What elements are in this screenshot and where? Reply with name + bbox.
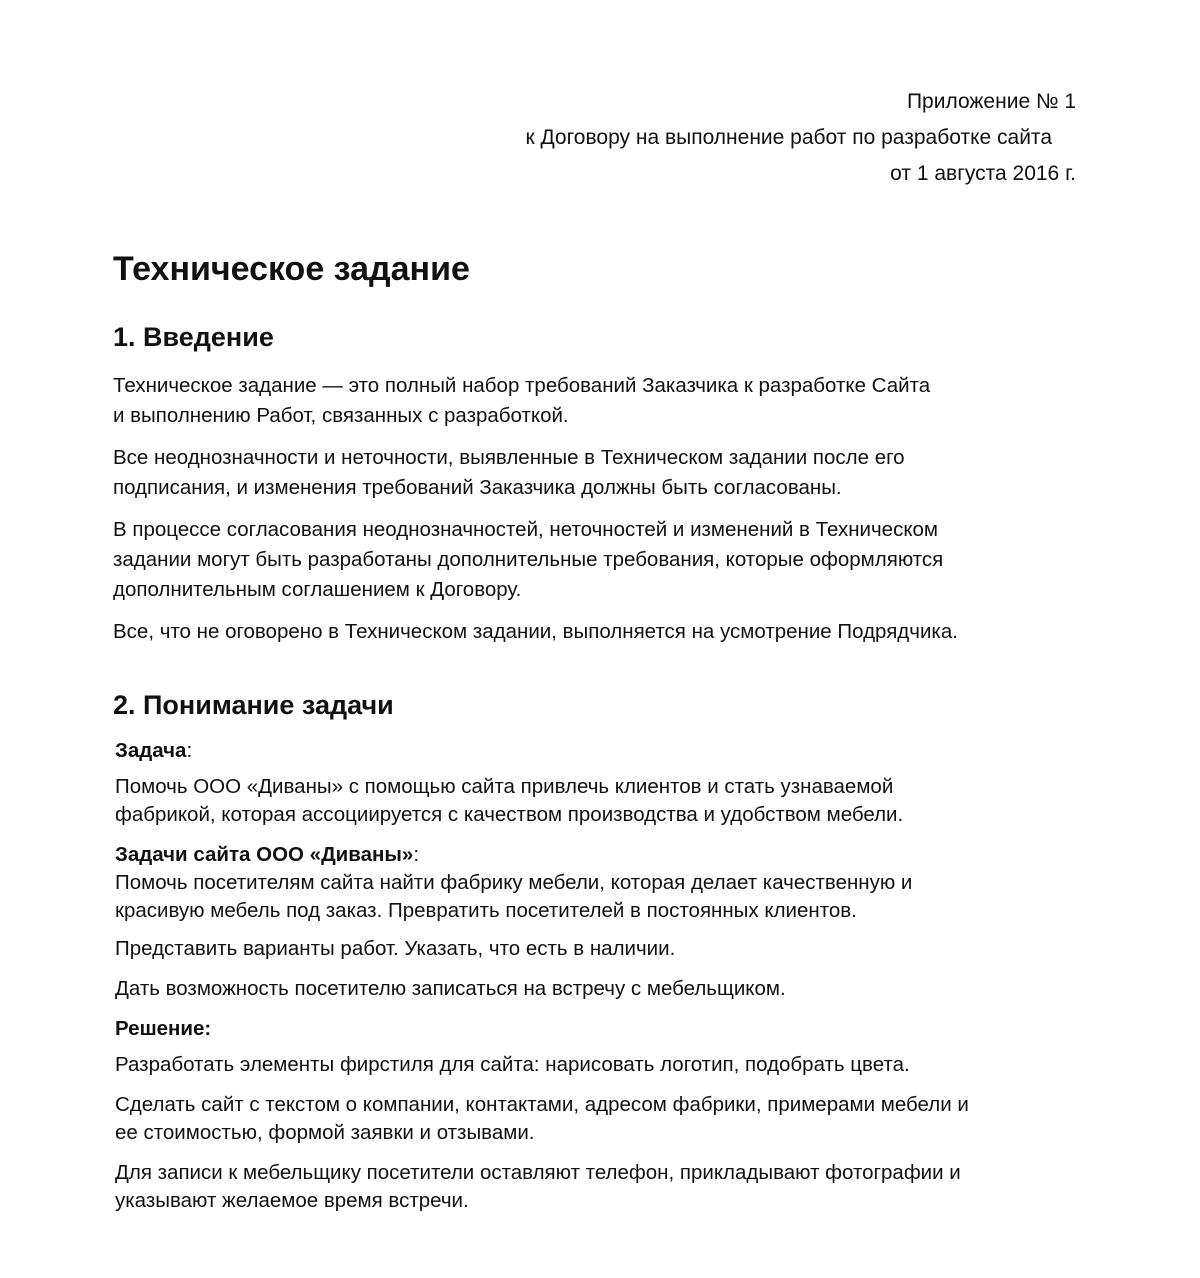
solution-item: Сделать сайт с текстом о компании, контактами, адресом фабрики, примерами мебели и ее стоимостью, формой заявки и отзывами.	[115, 1093, 969, 1144]
intro-paragraph: Все неоднозначности и неточности, выявленные в Техническом задании после его подписания, и изменения требований Заказчика должны быть согласованы.	[113, 446, 905, 499]
task-label: Задача:	[115, 739, 193, 762]
appendix-date: от 1 августа 2016 г.	[890, 162, 1076, 185]
solution-label: Решение:	[115, 1017, 212, 1040]
intro-paragraph: Техническое задание — это полный набор требований Заказчика к разработке Сайта и выполнению Работ, связанных с разработкой.	[113, 374, 931, 427]
document-body	[113, 245, 1043, 1215]
task-understanding-text	[113, 737, 1043, 1215]
task-description: Помочь ООО «Диваны» с помощью сайта привлечь клиентов и стать узнаваемой фабрикой, которая ассоциируется с качеством производства и удобством мебели.	[115, 775, 904, 826]
solution-item: Разработать элементы фирстиля для сайта: нарисовать логотип, подобрать цвета.	[115, 1053, 910, 1076]
intro-paragraph: Все, что не оговорено в Техническом задании, выполняется на усмотрение Подрядчика.	[113, 620, 958, 643]
section-heading-task-understanding: 2. Понимание задачи	[113, 690, 394, 720]
site-task-item: Дать возможность посетителю записаться на встречу с мебельщиком.	[115, 977, 786, 1000]
appendix-contract-ref: к Договору на выполнение работ по разработке сайта	[525, 126, 1052, 149]
section-heading-introduction: 1. Введение	[113, 322, 274, 352]
site-tasks-label: Задачи сайта ООО «Диваны»:	[115, 843, 420, 866]
document-title: Техническое задание	[113, 250, 470, 288]
site-task-item: Представить варианты работ. Указать, что есть в наличии.	[115, 937, 676, 960]
appendix-header	[525, 84, 1076, 192]
solution-item: Для записи к мебельщику посетители оставляют телефон, прикладывают фотографии и указывают желаемое время встречи.	[115, 1161, 961, 1212]
site-task-item: Помочь посетителям сайта найти фабрику мебели, которая делает качественную и красивую мебель под заказ. Превратить посетителей в постоянных клиентов.	[115, 871, 913, 922]
introduction-text	[113, 371, 1043, 647]
appendix-number: Приложение № 1	[906, 90, 1076, 113]
intro-paragraph: В процессе согласования неоднозначностей, неточностей и изменений в Техническом задании могут быть разработаны дополнительные требования, которые оформляются дополнительным соглашением к Договору.	[113, 518, 944, 601]
